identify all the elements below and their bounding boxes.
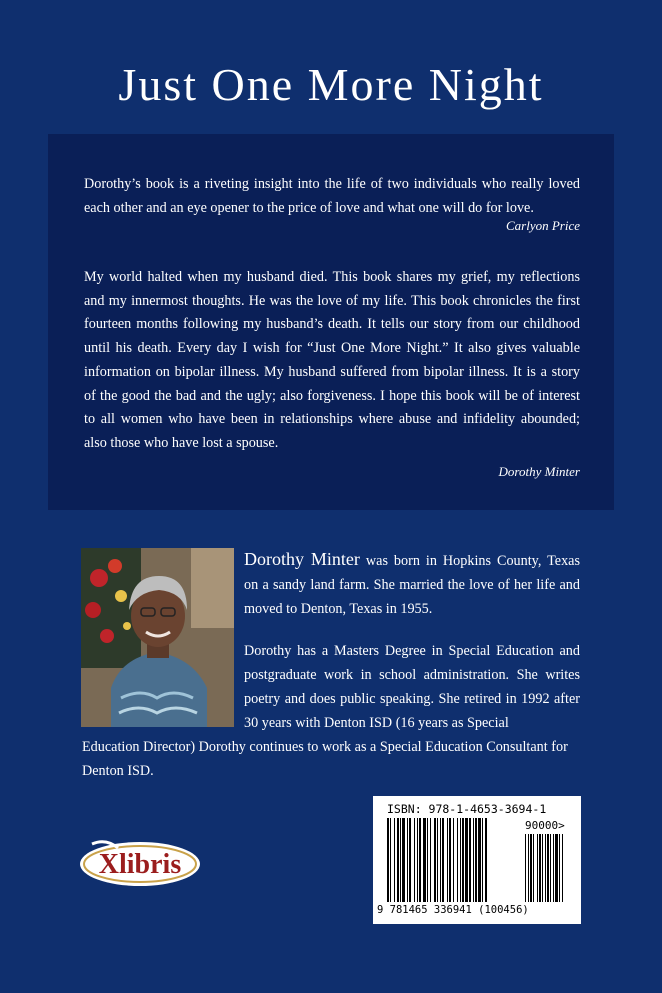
barcode-bar <box>460 818 461 902</box>
barcode-bar <box>482 818 483 902</box>
book-title: Just One More Night <box>118 59 544 110</box>
barcode-bar <box>475 818 477 902</box>
barcode-bar <box>402 818 405 902</box>
barcode-bar <box>430 818 431 902</box>
xlibris-logo <box>78 838 202 888</box>
barcode-bar <box>533 834 534 902</box>
barcode-bar <box>562 834 563 902</box>
barcode-digits: 9 781465 336941 (100456) <box>377 904 529 916</box>
barcode-bar <box>390 818 391 902</box>
barcode-bar <box>530 834 532 902</box>
barcode-bar <box>434 818 436 902</box>
barcode-bar <box>553 834 554 902</box>
barcode-bar <box>550 834 551 902</box>
author-bio-paragraph-2: Dorothy has a Masters Degree in Special Education and postgraduate work in school administration. She writes poetry and does public speaking. She retired in 1992 after 30 years with Denton ISD (16 years as Special <box>244 643 580 731</box>
barcode-bar <box>547 834 549 902</box>
barcode-bar <box>442 818 444 902</box>
isbn-label: ISBN: 978-1-4653-3694-1 <box>387 802 547 816</box>
barcode-bar <box>387 818 389 902</box>
barcode-bar <box>409 818 411 902</box>
barcode-bar <box>457 818 458 902</box>
author-statement: My world halted when my husband died. This book shares my grief, my reflections and my innermost thoughts. He was the love of my life. This book chronicles the first fourteen months following my husband’s death. It tells our story from our childhood until his death. Every day I wish for “Just One More Night.” It also gives valuable information on bipolar illness. My husband suffered from bipolar illness. It is a story of the good the bad and the ugly; also forgiveness. I hope this book will be of interest to all women who have been in relationships where abuse and infidelity abounded; also those who have lost a spouse. <box>84 269 580 451</box>
barcode-bar <box>478 818 481 902</box>
isbn-barcode <box>373 796 581 924</box>
barcode-bar <box>453 818 454 902</box>
barcode-bar <box>419 818 421 902</box>
barcode-bar <box>447 818 448 902</box>
author-bio-text-1: was born in Hopkins County, Texas on a sandy land farm. She married the love of her life and moved to Denton, Texas in 1955. <box>244 553 580 617</box>
barcode-bar <box>545 834 546 902</box>
barcode-bar <box>407 818 408 902</box>
barcode-bar <box>394 818 395 902</box>
barcode-bar <box>542 834 543 902</box>
svg-text:Xlibris: Xlibris <box>98 849 182 880</box>
barcode-bar <box>537 834 538 902</box>
barcode-bar <box>473 818 474 902</box>
barcode-bar <box>525 834 526 902</box>
author-statement-attribution: Dorothy Minter <box>498 464 580 479</box>
barcode-bar <box>559 834 560 902</box>
barcode-bar <box>485 818 487 902</box>
review-quote: Dorothy’s book is a riveting insight into the life of two individuals who really loved each other and an eye opener to the price of love and what one will do for love. <box>84 176 580 216</box>
barcode-bar <box>449 818 451 902</box>
author-bio-paragraph-1 <box>244 547 580 621</box>
barcode-bar <box>400 818 401 902</box>
barcode-bar <box>397 818 399 902</box>
barcode-bar <box>427 818 428 902</box>
barcode-bar <box>539 834 541 902</box>
author-name: Dorothy Minter <box>244 549 360 569</box>
barcode-bar <box>414 818 415 902</box>
barcode-bar <box>462 818 464 902</box>
barcode-bar <box>417 818 418 902</box>
barcode-bar <box>469 818 471 902</box>
review-attribution: Carlyon Price <box>505 218 580 233</box>
barcode-bar <box>440 818 441 902</box>
author-bio-paragraph-2-continued: Education Director) Dorothy continues to work as a Special Education Consultant for Denton ISD. <box>82 739 568 779</box>
barcode-bar <box>437 818 438 902</box>
author-photo <box>81 548 234 727</box>
barcode-bar <box>528 834 529 902</box>
barcode-bar <box>465 818 468 902</box>
price-code: 90000> <box>525 819 565 832</box>
barcode-bar <box>423 818 426 902</box>
barcode-bar <box>555 834 558 902</box>
